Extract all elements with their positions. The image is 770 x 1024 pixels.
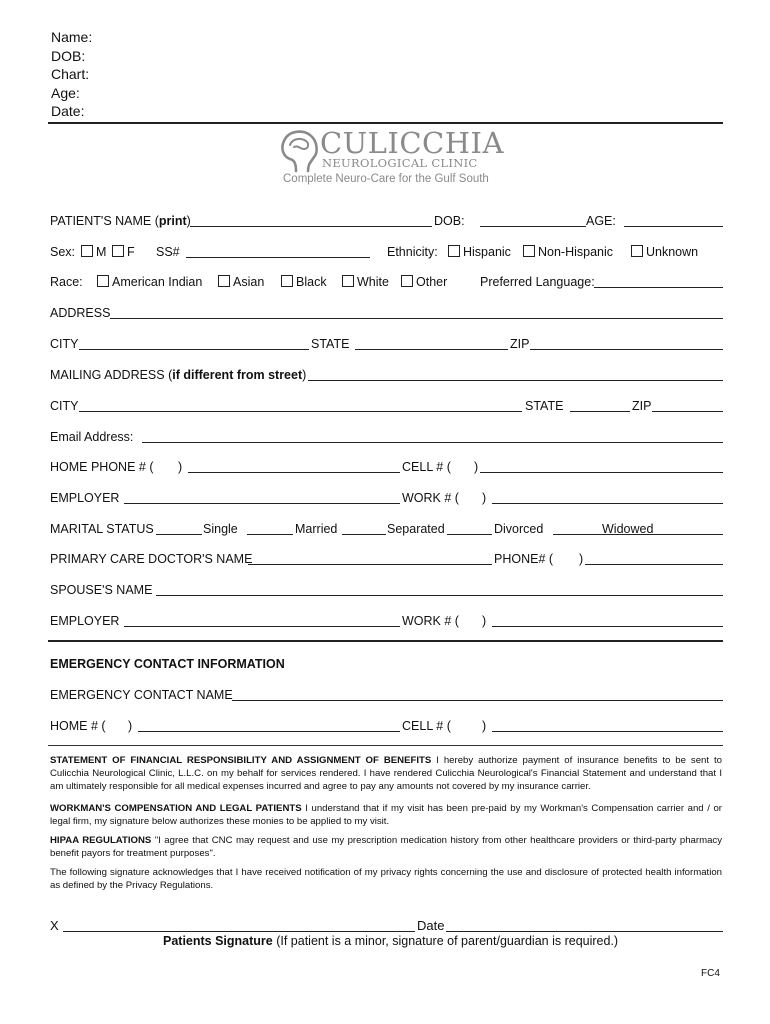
mailing-address-field[interactable]	[308, 380, 723, 381]
header-dob-label: DOB:	[51, 47, 86, 64]
separated-label: Separated	[387, 522, 445, 536]
dob-field[interactable]	[480, 226, 586, 227]
signature-x-label: X	[50, 918, 59, 933]
home-phone-field[interactable]	[188, 472, 400, 473]
american-indian-checkbox[interactable]	[97, 275, 109, 287]
emergency-cell-paren: )	[482, 719, 487, 733]
mailing-state-label: STATE	[525, 399, 564, 413]
employer-field[interactable]	[124, 503, 400, 504]
address-field[interactable]	[110, 318, 723, 319]
married-field[interactable]	[247, 534, 293, 535]
header-block	[51, 28, 92, 121]
dob-label: DOB:	[434, 214, 465, 228]
language-field[interactable]	[594, 287, 723, 288]
age-field[interactable]	[624, 226, 723, 227]
header-name-label: Name:	[51, 29, 93, 45]
home-phone-row	[50, 459, 723, 477]
financial-statement	[50, 754, 722, 793]
mailing-address-label: MAILING ADDRESS (if different from street)	[50, 368, 307, 382]
header-age-label: Age:	[51, 84, 80, 101]
city-field[interactable]	[79, 349, 309, 350]
sex-option-m[interactable]: M	[81, 244, 106, 260]
divorced-field[interactable]	[447, 534, 492, 535]
brain-head-icon	[278, 127, 326, 175]
email-field[interactable]	[142, 442, 723, 443]
header-divider	[48, 122, 723, 124]
work2-paren: )	[482, 614, 487, 628]
state-label: STATE	[311, 337, 350, 351]
financial-title: STATEMENT OF FINANCIAL RESPONSIBILITY AND ASSIGNMENT OF BENEFITS	[50, 755, 432, 766]
sex-ss-row	[50, 244, 723, 262]
ethnicity-unknown[interactable]: Unknown	[631, 244, 698, 260]
spouse-row	[50, 582, 723, 600]
unknown-checkbox[interactable]	[631, 245, 643, 257]
mailing-city-row	[50, 398, 723, 416]
header-date-label: Date:	[51, 103, 85, 119]
emergency-home-field[interactable]	[138, 731, 400, 732]
signature-field[interactable]	[63, 931, 415, 932]
emergency-title: EMERGENCY CONTACT INFORMATION	[50, 657, 285, 671]
workman-title: WORKMAN'S COMPENSATION AND LEGAL PATIENTS	[50, 803, 302, 814]
race-american-indian[interactable]: American Indian	[97, 274, 202, 290]
ss-label: SS#	[156, 245, 180, 259]
emergency-home-label: HOME # (	[50, 719, 106, 733]
pcp-phone-paren: )	[579, 552, 584, 566]
mailing-zip-label: ZIP	[632, 399, 652, 413]
employer-row	[50, 490, 723, 508]
emergency-divider	[48, 640, 723, 642]
black-checkbox[interactable]	[281, 275, 293, 287]
financial-text: I hereby authorize payment of insurance benefits to be sent to Culicchia Neurological Clinic, L.L.C. on my behalf for services rendered. I have rendered Culicchia Neurological's Financial Statement and understand that I am ultimately responsible for all medical expenses incurred and agree to pay any amounts not covered by my insurance carrier.	[50, 755, 722, 792]
work-label: WORK # (	[402, 491, 459, 505]
ethnicity-label: Ethnicity:	[387, 245, 438, 259]
hipaa-statement	[50, 834, 722, 860]
emergency-cell-label: CELL # (	[402, 719, 451, 733]
home-phone-paren: )	[178, 460, 183, 474]
race-other[interactable]: Other	[401, 274, 447, 290]
language-label: Preferred Language:	[480, 275, 595, 289]
widowed-label: Widowed	[602, 522, 654, 536]
non-hispanic-checkbox[interactable]	[523, 245, 535, 257]
divorced-label: Divorced	[494, 522, 544, 536]
logo-name: CULICCHIA	[320, 126, 504, 160]
cell-paren: )	[474, 460, 479, 474]
white-checkbox[interactable]	[342, 275, 354, 287]
statements-divider	[48, 745, 723, 746]
state-field[interactable]	[355, 349, 508, 350]
sex-label: Sex:	[50, 245, 76, 259]
pcp-phone-field[interactable]	[585, 564, 723, 565]
privacy-statement: The following signature acknowledges that I have received notification of my privacy rights concerning the use and disclosure of protected health information as defined by the Privacy Regulations.	[50, 867, 722, 891]
logo-tagline: Complete Neuro-Care for the Gulf South	[283, 173, 489, 185]
header-chart-label: Chart:	[51, 66, 90, 82]
employer-label: EMPLOYER	[50, 491, 120, 505]
workman-text: I understand that if my visit has been pre-paid by my Workman's Compensation carrier and / or legal firm, my signature below authorizes these monies to be applied to my visit.	[50, 803, 723, 827]
hispanic-checkbox[interactable]	[448, 245, 460, 257]
patient-name-row	[50, 213, 723, 231]
race-asian[interactable]: Asian	[218, 274, 264, 290]
cell-field[interactable]	[480, 472, 723, 473]
signature-date-field[interactable]	[446, 931, 723, 932]
email-label: Email Address:	[50, 430, 134, 444]
mailing-city-field[interactable]	[79, 411, 522, 412]
work-paren: )	[482, 491, 487, 505]
clinic-logo	[278, 126, 504, 189]
married-label: Married	[295, 522, 338, 536]
pcp-label: PRIMARY CARE DOCTOR'S NAME	[50, 552, 253, 566]
hipaa-title: HIPAA REGULATIONS	[50, 835, 152, 846]
ethnicity-hispanic[interactable]: Hispanic	[448, 244, 511, 260]
race-black[interactable]: Black	[281, 274, 327, 290]
emergency-phone-row	[50, 718, 723, 736]
address-row	[50, 305, 723, 323]
work2-field[interactable]	[492, 626, 723, 627]
mailing-state-field[interactable]	[570, 411, 630, 412]
form-code: FC4	[701, 968, 720, 979]
work-field[interactable]	[492, 503, 723, 504]
signature-caption: Patients Signature (If patient is a minor, signature of parent/guardian is required.)	[163, 934, 619, 948]
city-row	[50, 336, 723, 354]
mailing-address-row	[50, 367, 723, 385]
asian-checkbox[interactable]	[218, 275, 230, 287]
pcp-phone-label: PHONE# (	[494, 552, 554, 566]
separated-field[interactable]	[342, 534, 386, 535]
mailing-zip-field[interactable]	[652, 411, 723, 412]
ss-field[interactable]	[186, 257, 370, 258]
city-label: CITY	[50, 337, 79, 351]
patient-name-label: PATIENT'S NAME (print)	[50, 214, 191, 228]
ethnicity-non-hispanic[interactable]: Non-Hispanic	[523, 244, 613, 260]
mailing-city-label: CITY	[50, 399, 79, 413]
zip-field[interactable]	[530, 349, 723, 350]
hipaa-text: "I agree that CNC may request and use my prescription medication history from other healthcare providers or third-party pharmacy benefit payors for treatment purposes".	[50, 835, 722, 859]
race-label: Race:	[50, 275, 83, 289]
emergency-cell-field[interactable]	[492, 731, 723, 732]
cell-label: CELL # (	[402, 460, 451, 474]
age-label: AGE:	[586, 214, 616, 228]
pcp-field[interactable]	[248, 564, 492, 565]
email-row	[50, 429, 723, 447]
spouse-field[interactable]	[156, 595, 723, 596]
home-phone-label: HOME PHONE # (	[50, 460, 154, 474]
workman-statement	[50, 802, 722, 828]
employer2-row	[50, 613, 723, 631]
spouse-label: SPOUSE'S NAME	[50, 583, 153, 597]
signature-date-label: Date	[417, 918, 445, 933]
sex-option-f[interactable]: F	[112, 244, 135, 260]
race-row	[50, 274, 723, 292]
address-label: ADDRESS	[50, 306, 111, 320]
emergency-name-label: EMERGENCY CONTACT NAME	[50, 688, 233, 702]
pcp-row	[50, 551, 723, 569]
emergency-home-paren: )	[128, 719, 133, 733]
single-label: Single	[203, 522, 238, 536]
single-field[interactable]	[156, 534, 202, 535]
sex-m-checkbox[interactable]	[81, 245, 93, 257]
work2-label: WORK # (	[402, 614, 459, 628]
marital-status-row	[50, 521, 723, 539]
emergency-name-row	[50, 687, 723, 705]
patient-name-field[interactable]	[190, 226, 432, 227]
other-checkbox[interactable]	[401, 275, 413, 287]
employer2-field[interactable]	[124, 626, 400, 627]
employer2-label: EMPLOYER	[50, 614, 120, 628]
logo-subtitle: NEUROLOGICAL CLINIC	[322, 156, 478, 170]
emergency-name-field[interactable]	[232, 700, 723, 701]
marital-status-label: MARITAL STATUS	[50, 522, 154, 536]
race-white[interactable]: White	[342, 274, 389, 290]
sex-f-checkbox[interactable]	[112, 245, 124, 257]
zip-label: ZIP	[510, 337, 530, 351]
